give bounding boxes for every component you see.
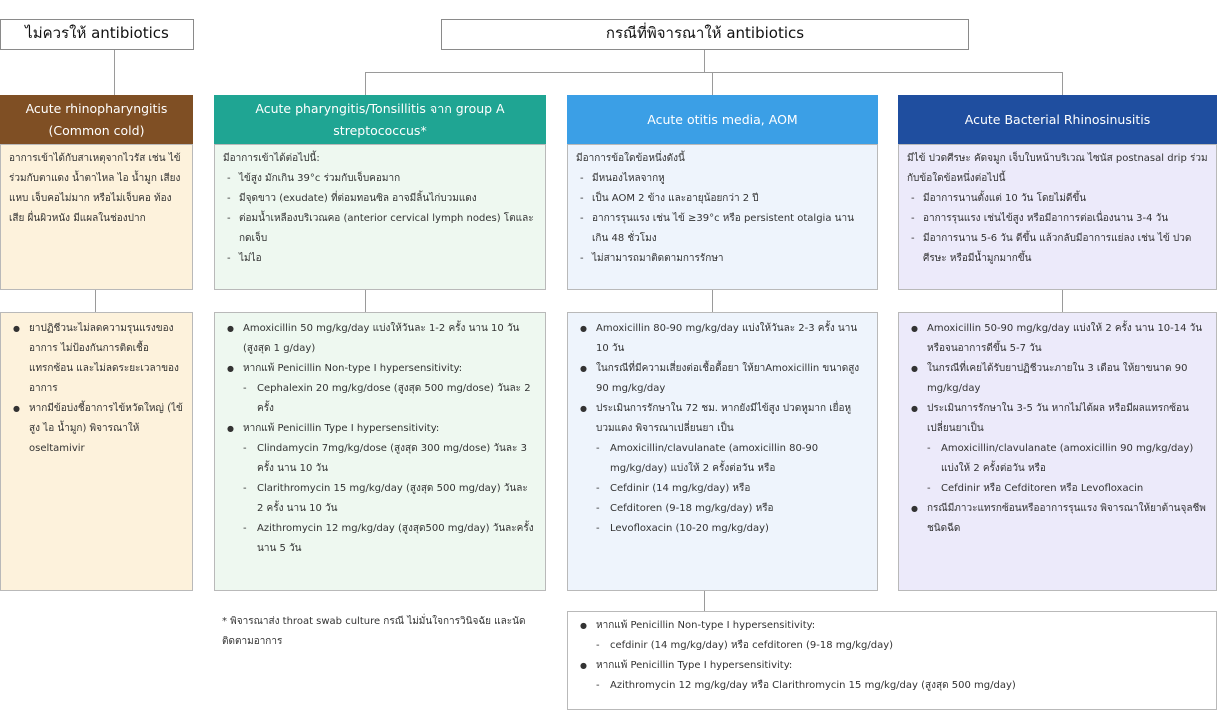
col2-header-line1: Acute pharyngitis/Tonsillitis จาก group A [255, 100, 505, 116]
allergy-item: ● หากแพ้ Penicillin Non-type I hypersensitivity: [576, 616, 1208, 636]
connector-line [1062, 72, 1063, 95]
connector-line [704, 50, 705, 72]
col4-header-line1: Acute Bacterial Rhinosinusitis [964, 111, 1151, 127]
col3-treatment-subitem: - Levofloxacin (10-20 mg/kg/day) [576, 519, 869, 539]
connector-line [712, 72, 713, 95]
col1-header-line2: (Common cold) [48, 122, 145, 138]
no-antibiotics-title: ไม่ควรให้ antibiotics [0, 19, 194, 50]
connector-line [365, 290, 366, 312]
col4-treatment-subitem: - Cefdinir หรือ Cefditoren หรือ Levofloxacin [907, 479, 1208, 499]
col3-symptom-item: - เป็น AOM 2 ข้าง และอายุน้อยกว่า 2 ปี [576, 189, 869, 209]
col2-symptom-item: - ไข้สูง มักเกิน 39°c ร่วมกับเจ็บคอมาก [223, 169, 537, 189]
col1-header [0, 95, 193, 144]
col2-symptom-item: - ไม่ไอ [223, 249, 537, 269]
connector-line [704, 591, 705, 611]
col4-treatment-panel [898, 312, 1217, 591]
col2-treatment-item: ● หากแพ้ Penicillin Non-type I hypersensitivity: [223, 359, 537, 379]
col4-treatment-item: ● Amoxicillin 50-90 mg/kg/day แบ่งให้ 2 ครั้ง นาน 10-14 วัน หรือจนอาการดีขึ้น 5-7 วัน [907, 319, 1208, 359]
allergy-subitem: - Azithromycin 12 mg/kg/day หรือ Clarithromycin 15 mg/kg/day (สูงสุด 500 mg/day) [576, 676, 1208, 696]
allergy-panel [567, 611, 1217, 710]
col3-treatment-panel [567, 312, 878, 591]
col3-treatment-item: ● Amoxicillin 80-90 mg/kg/day แบ่งให้วันละ 2-3 ครั้ง นาน 10 วัน [576, 319, 869, 359]
col2-symptoms-intro: มีอาการเข้าได้ต่อไปนี้: [223, 153, 320, 164]
col2-treatment-subitem: - Azithromycin 12 mg/kg/day (สูงสุด500 mg/day) วันละครั้ง นาน 5 วัน [223, 519, 537, 559]
col3-treatment-item: ● ในกรณีที่มีความเสี่ยงต่อเชื้อดื้อยา ให้ยาAmoxicillin ขนาดสูง 90 mg/kg/day [576, 359, 869, 399]
col2-symptom-item: - ต่อมน้ำเหลืองบริเวณคอ (anterior cervical lymph nodes) โตและกดเจ็บ [223, 209, 537, 249]
connector-line [1062, 290, 1063, 312]
col2-treatment-subitem: - Clarithromycin 15 mg/kg/day (สูงสุด 500 mg/day) วันละ 2 ครั้ง นาน 10 วัน [223, 479, 537, 519]
col4-header [898, 95, 1217, 144]
col2-treatment-subitem: - Cephalexin 20 mg/kg/dose (สูงสุด 500 mg/dose) วันละ 2 ครั้ง [223, 379, 537, 419]
col2-treatment-panel [214, 312, 546, 591]
col4-symptom-item: - อาการรุนแรง เช่นไข้สูง หรือมีอาการต่อเนื่องนาน 3-4 วัน [907, 209, 1208, 229]
col1-symptoms-panel [0, 144, 193, 290]
col3-symptoms-panel [567, 144, 878, 290]
col3-treatment-subitem: - Cefditoren (9-18 mg/kg/day) หรือ [576, 499, 869, 519]
col1-treatment-item: ● ยาปฏิชีวนะไม่ลดความรุนแรงของอาการ ไม่ป้องกันการติดเชื้อแทรกซ้อน และไม่ลดระยะเวลาของอาการ [9, 319, 184, 399]
connector-line [712, 290, 713, 312]
col2-header [214, 95, 546, 144]
col4-symptoms-intro: มีไข้ ปวดศีรษะ คัดจมูก เจ็บใบหน้าบริเวณ ไซนัส postnasal drip ร่วมกับข้อใดข้อหนึ่งต่อไปนี้ [907, 153, 1208, 184]
col1-header-line1: Acute rhinopharyngitis [25, 100, 168, 116]
col3-symptoms-intro: มีอาการข้อใดข้อหนึ่งดังนี้ [576, 153, 685, 164]
col4-treatment-item: ● กรณีมีภาวะแทรกซ้อนหรืออาการรุนแรง พิจารณาให้ยาต้านจุลชีพชนิดฉีด [907, 499, 1208, 539]
col3-header [567, 95, 878, 144]
col2-symptom-item: - มีจุดขาว (exudate) ที่ต่อมทอนซิล อาจมีลิ้นไก่บวมแดง [223, 189, 537, 209]
connector-line [95, 290, 96, 312]
col4-symptom-item: - มีอาการนาน 5-6 วัน ดีขึ้น แล้วกลับมีอาการแย่ลง เช่น ไข้ ปวดศีรษะ หรือมีน้ำมูกมากขึ้น [907, 229, 1208, 269]
col4-treatment-item: ● ประเมินการรักษาใน 3-5 วัน หากไม่ได้ผล หรือมีผลแทรกซ้อน เปลี่ยนยาเป็น [907, 399, 1208, 439]
col4-symptom-item: - มีอาการนานตั้งแต่ 10 วัน โดยไม่ดีขึ้น [907, 189, 1208, 209]
connector-line [365, 72, 1063, 73]
col4-treatment-subitem: - Amoxicillin/clavulanate (amoxicillin 90 mg/kg/day) แบ่งให้ 2 ครั้งต่อวัน หรือ [907, 439, 1208, 479]
col3-header-line1: Acute otitis media, AOM [647, 111, 798, 127]
col2-header-line2: streptococcus* [333, 122, 427, 138]
consider-antibiotics-title: กรณีที่พิจารณาให้ antibiotics [441, 19, 969, 50]
col3-treatment-item: ● ประเมินการรักษาใน 72 ชม. หากยังมีไข้สูง ปวดหูมาก เยื่อหูบวมแดง พิจารณาเปลี่ยนยา เป็น [576, 399, 869, 439]
col3-symptom-item: - อาการรุนแรง เช่น ไข้ ≥39°c หรือ persistent otalgia นานเกิน 48 ชั่วโมง [576, 209, 869, 249]
col3-symptom-item: - มีหนองไหลจากหู [576, 169, 869, 189]
col1-treatment-item: ● หากมีข้อบ่งชี้อาการไข้หวัดใหญ่ (ไข้สูง ไอ น้ำมูก) พิจารณาให้ oseltamivir [9, 399, 184, 459]
allergy-item: ● หากแพ้ Penicillin Type I hypersensitivity: [576, 656, 1208, 676]
col2-treatment-subitem: - Clindamycin 7mg/kg/dose (สูงสุด 300 mg/dose) วันละ 3 ครั้ง นาน 10 วัน [223, 439, 537, 479]
col3-treatment-subitem: - Amoxicillin/clavulanate (amoxicillin 80-90 mg/kg/day) แบ่งให้ 2 ครั้งต่อวัน หรือ [576, 439, 869, 479]
col3-treatment-subitem: - Cefdinir (14 mg/kg/day) หรือ [576, 479, 869, 499]
col3-symptom-item: - ไม่สามารถมาติดตามการรักษา [576, 249, 869, 269]
col4-symptoms-panel [898, 144, 1217, 290]
col1-symptoms-intro: อาการเข้าได้กับสาเหตุจากไวรัส เช่น ไข้ร่วมกับตาแดง น้ำตาไหล ไอ น้ำมูก เสียงแหบ เจ็บคอไม่มาก หรือไม่เจ็บคอ ท้องเสีย ผื่นผิวหนัง มีแผลในช่องปาก [9, 153, 181, 224]
footnote: * พิจารณาส่ง throat swab culture กรณี ไม่มั่นใจการวินิจฉัย และนัดติดตามอาการ [222, 616, 526, 647]
allergy-subitem: - cefdinir (14 mg/kg/day) หรือ cefditoren (9-18 mg/kg/day) [576, 636, 1208, 656]
col2-treatment-item: ● หากแพ้ Penicillin Type I hypersensitivity: [223, 419, 537, 439]
col1-treatment-panel [0, 312, 193, 591]
connector-line [114, 50, 115, 95]
col4-treatment-item: ● ในกรณีที่เคยได้รับยาปฏิชีวนะภายใน 3 เดือน ให้ยาขนาด 90 mg/kg/day [907, 359, 1208, 399]
col2-symptoms-panel [214, 144, 546, 290]
col2-treatment-item: ● Amoxicillin 50 mg/kg/day แบ่งให้วันละ 1-2 ครั้ง นาน 10 วัน (สูงสุด 1 g/day) [223, 319, 537, 359]
connector-line [365, 72, 366, 95]
